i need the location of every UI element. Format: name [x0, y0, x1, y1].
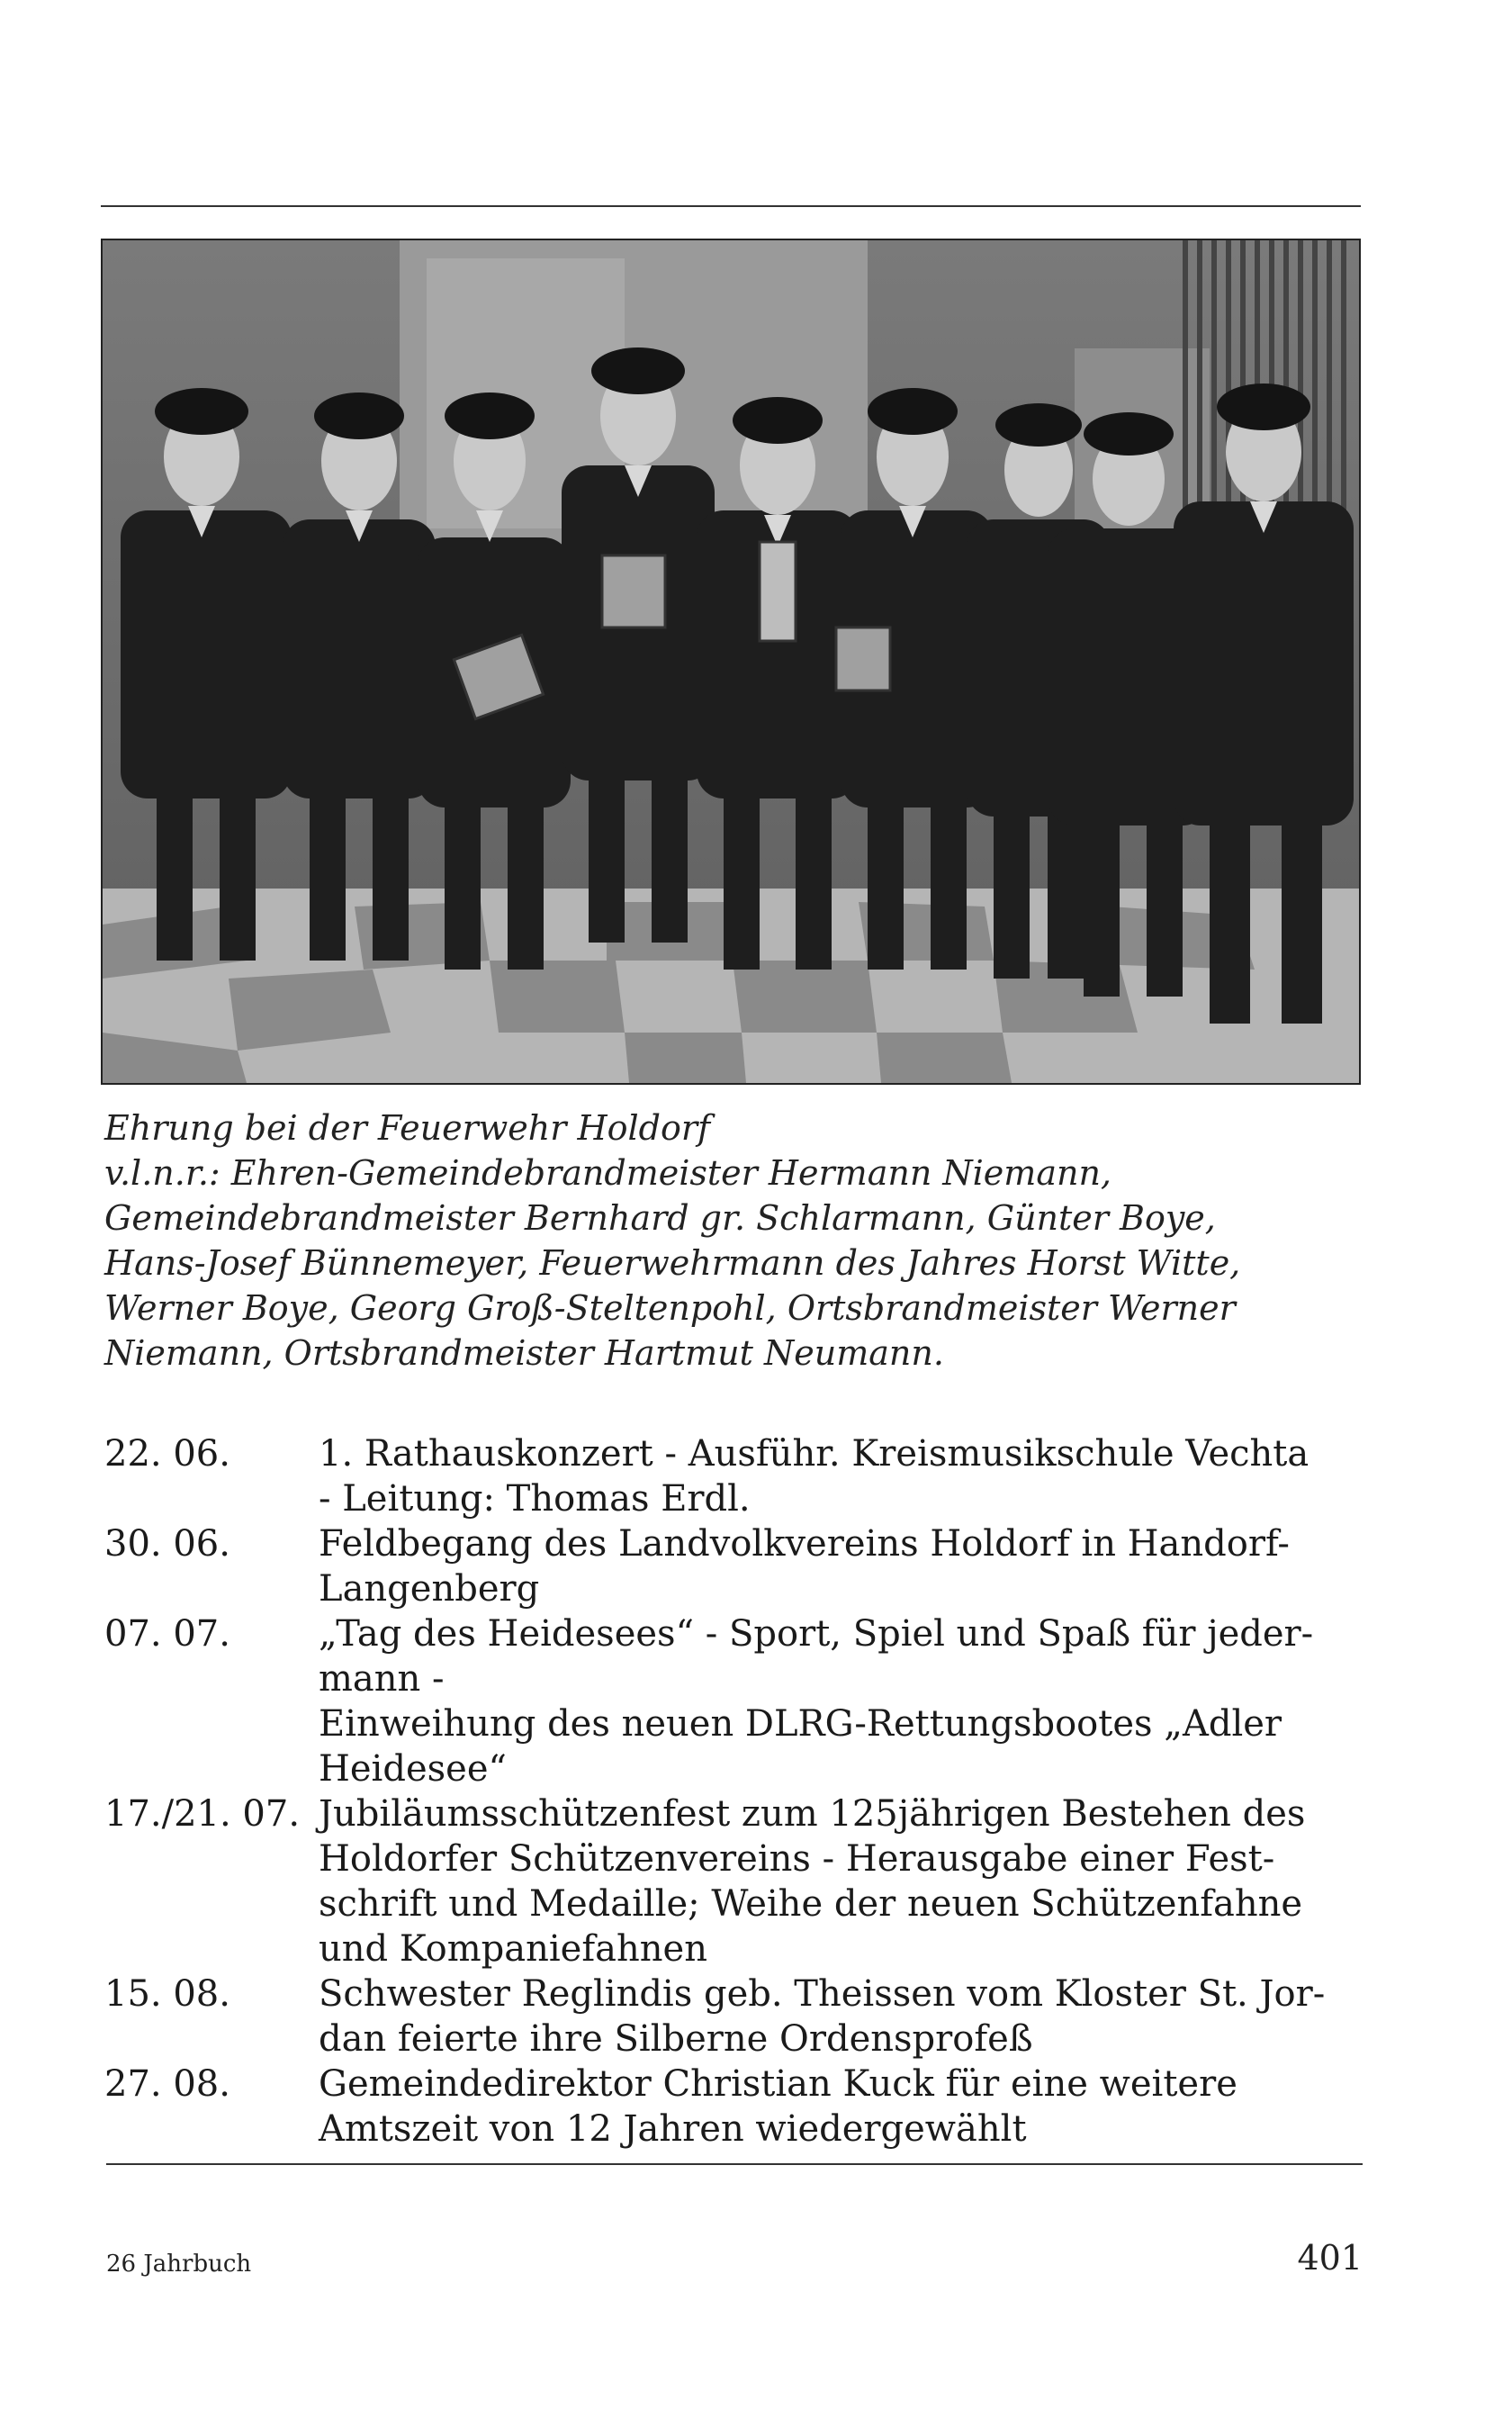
entry-text	[319, 1611, 1363, 1791]
photo-caption	[104, 1105, 1363, 1376]
entry-line: schrift und Medaille; Weihe der neuen Schützenfahne	[319, 1883, 1303, 1925]
entry-line: Langenberg	[319, 1568, 540, 1610]
caption-line: Werner Boye, Georg Groß-Steltenpohl, Ortsbrandmeister Werner	[104, 1288, 1236, 1328]
entry-line: Jubiläumsschützenfest zum 125jährigen Bestehen des	[319, 1793, 1306, 1835]
entry-line: Einweihung des neuen DLRG-Rettungsbootes „Adler	[319, 1703, 1282, 1745]
entry-line: Heidesee“	[319, 1748, 507, 1790]
entry-line: Schwester Reglindis geb. Theissen vom Kloster St. Jor-	[319, 1973, 1326, 2015]
chronicle-entry	[104, 1611, 1363, 1791]
entry-date: 07. 07.	[104, 1613, 230, 1655]
entry-line: Amtszeit von 12 Jahren wiedergewählt	[319, 2108, 1027, 2150]
caption-line: Niemann, Ortsbrandmeister Hartmut Neumann.	[104, 1333, 944, 1373]
entry-line: dan feierte ihre Silberne Ordensprofeß	[319, 2018, 1033, 2060]
entry-text	[319, 1791, 1363, 1971]
group-photo	[101, 239, 1361, 1085]
entry-date: 30. 06.	[104, 1523, 230, 1565]
chronicle-entry	[104, 1431, 1363, 1521]
chronicle-entry	[104, 1521, 1363, 1611]
entry-line: 1. Rathauskonzert - Ausführ. Kreismusikschule Vechta	[319, 1433, 1310, 1475]
entry-line: Gemeindedirektor Christian Kuck für eine weitere	[319, 2063, 1238, 2105]
entry-text	[319, 1431, 1363, 1521]
chronicle-entry	[104, 1791, 1363, 1971]
entry-line: - Leitung: Thomas Erdl.	[319, 1478, 751, 1520]
entry-text	[319, 1521, 1363, 1611]
chronicle-list	[104, 1431, 1363, 2152]
entry-date: 27. 08.	[104, 2063, 230, 2105]
bottom-rule	[106, 2163, 1363, 2165]
chronicle-entry	[104, 1971, 1363, 2062]
entry-date: 22. 06.	[104, 1433, 230, 1475]
entry-line: und Kompaniefahnen	[319, 1928, 707, 1970]
caption-line: v.l.n.r.: Ehren-Gemeindebrandmeister Hermann Niemann,	[104, 1153, 1112, 1193]
caption-line: Hans-Josef Bünnemeyer, Feuerwehrmann des Jahres Horst Witte,	[104, 1243, 1241, 1283]
entry-text	[319, 2062, 1363, 2152]
top-rule	[101, 205, 1361, 207]
entry-line: mann -	[319, 1658, 445, 1700]
page-number: 401	[1297, 2238, 1363, 2278]
signature-mark: 26 Jahrbuch	[106, 2251, 252, 2278]
entry-date: 15. 08.	[104, 1973, 230, 2015]
entry-line: Holdorfer Schützenvereins - Herausgabe einer Fest-	[319, 1838, 1275, 1880]
entry-text	[319, 1971, 1363, 2062]
caption-title: Ehrung bei der Feuerwehr Holdorf	[104, 1108, 711, 1148]
chronicle-entry	[104, 2062, 1363, 2152]
caption-line: Gemeindebrandmeister Bernhard gr. Schlarmann, Günter Boye,	[104, 1198, 1216, 1238]
entry-date: 17./21. 07.	[104, 1793, 301, 1835]
entry-line: „Tag des Heidesees“ - Sport, Spiel und Spaß für jeder-	[319, 1613, 1314, 1655]
entry-line: Feldbegang des Landvolkvereins Holdorf in Handorf-	[319, 1523, 1290, 1565]
